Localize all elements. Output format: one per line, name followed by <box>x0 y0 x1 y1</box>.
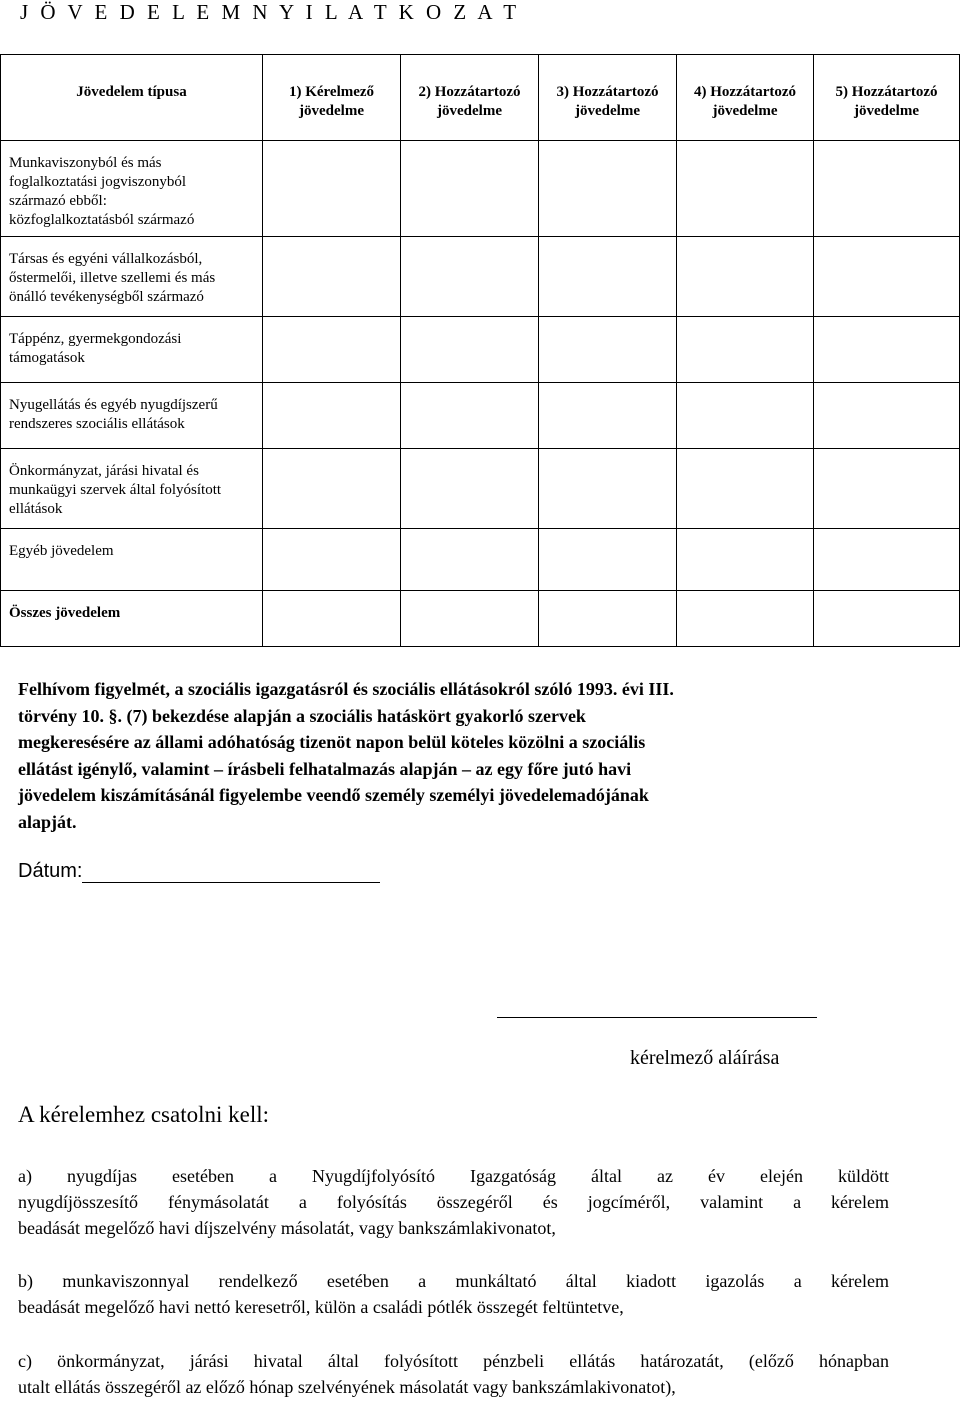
row-label-other-income <box>1 529 263 591</box>
notice-line: alapját. <box>18 811 77 832</box>
legal-notice <box>18 676 830 835</box>
income-cell[interactable] <box>814 237 960 317</box>
attachment-line: utalt ellátás összegéről az előző hónap szelvényének másolatát vagy bankszámlakivonatot), <box>18 1377 676 1397</box>
table-header-row <box>1 55 960 141</box>
income-cell[interactable] <box>401 141 539 237</box>
notice-line: ellátást igénylő, valamint – írásbeli felhatalmazás alapján – az egy főre jutó havi <box>18 758 632 779</box>
row-label-line: őstermelői, illetve szellemi és más <box>9 270 216 286</box>
date-row <box>18 860 380 883</box>
header-line: jövedelme <box>712 103 778 119</box>
income-cell[interactable] <box>814 141 960 237</box>
income-cell[interactable] <box>814 529 960 591</box>
row-label-line: támogatások <box>9 350 85 366</box>
header-line: jövedelme <box>299 103 364 119</box>
notice-line: törvény 10. §. (7) bekezdése alapján a szociális hatáskört gyakorló szervek <box>18 705 586 726</box>
row-label-line: Összes jövedelem <box>9 605 121 621</box>
income-cell[interactable] <box>814 449 960 529</box>
header-line: jövedelme <box>854 103 919 119</box>
header-income-type <box>1 55 263 141</box>
income-cell[interactable] <box>677 383 814 449</box>
income-cell[interactable] <box>263 449 401 529</box>
header-line: jövedelme <box>575 103 640 119</box>
row-label-line: Nyugellátás és egyéb nyugdíjszerű <box>9 397 218 413</box>
header-relative-2-income <box>401 55 539 141</box>
row-label-total-income <box>1 591 263 647</box>
date-field[interactable] <box>82 860 380 883</box>
row-label-line: Munkaviszonyból és más <box>9 155 162 171</box>
income-cell[interactable] <box>539 383 677 449</box>
income-cell[interactable] <box>401 529 539 591</box>
notice-line: megkeresésére az állami adóhatóság tizenöt napon belül köteles közölni a szociális <box>18 732 646 752</box>
row-label-line: Társas és egyéni vállalkozásból, <box>9 251 203 267</box>
header-line: Jövedelem típusa <box>76 84 187 100</box>
notice-line: jövedelem kiszámításánál figyelembe veendő személy személyi jövedelemadójának <box>18 785 649 805</box>
signature-label: kérelmező aláírása <box>630 1047 780 1069</box>
header-relative-3-income <box>539 55 677 141</box>
date-label: Dátum: <box>18 860 83 882</box>
header-line: 4) Hozzátartozó <box>693 84 797 100</box>
row-label-line: Önkormányzat, járási hivatal és <box>9 463 199 479</box>
attachment-line: b) munkaviszonnyal rendelkező esetében a munkáltató által kiadott igazolás a kérelem <box>18 1271 889 1291</box>
table-row-other-income <box>1 529 960 591</box>
table-row-enterprise <box>1 237 960 317</box>
notice-line: Felhívom figyelmét, a szociális igazgatásról és szociális ellátásokról szóló 1993. évi III. <box>18 679 674 699</box>
header-line: 2) Hozzátartozó <box>418 84 521 100</box>
income-cell[interactable] <box>539 237 677 317</box>
income-cell[interactable] <box>539 529 677 591</box>
income-cell[interactable] <box>539 141 677 237</box>
row-label-line: rendszeres szociális ellátások <box>9 416 185 432</box>
row-label-enterprise <box>1 237 263 317</box>
income-cell[interactable] <box>263 237 401 317</box>
row-label-line: közfoglalkoztatásból származó <box>9 212 195 228</box>
row-label-municipal-benefits <box>1 449 263 529</box>
page-title: J Ö V E D E L E M N Y I L A T K O Z A T <box>20 0 520 24</box>
table-row-municipal-benefits <box>1 449 960 529</box>
income-cell[interactable] <box>814 317 960 383</box>
header-relative-5-income <box>814 55 960 141</box>
row-label-line: ellátások <box>9 501 63 517</box>
header-line: jövedelme <box>437 103 502 119</box>
attachment-item-municipal <box>18 1348 889 1400</box>
header-line: 1) Kérelmező <box>288 84 375 100</box>
income-cell[interactable] <box>401 449 539 529</box>
row-label-line: munkaügyi szervek által folyósított <box>9 482 222 498</box>
income-cell[interactable] <box>539 317 677 383</box>
income-cell[interactable] <box>401 383 539 449</box>
income-cell[interactable] <box>263 141 401 237</box>
income-cell[interactable] <box>814 383 960 449</box>
income-cell[interactable] <box>677 141 814 237</box>
income-cell[interactable] <box>677 449 814 529</box>
table-row-total-income <box>1 591 960 647</box>
row-label-line: Táppénz, gyermekgondozási <box>9 331 182 347</box>
income-cell[interactable] <box>263 317 401 383</box>
income-cell[interactable] <box>539 591 677 647</box>
table-row-employment <box>1 141 960 237</box>
income-cell[interactable] <box>263 383 401 449</box>
income-cell[interactable] <box>539 449 677 529</box>
table-row-sick-pay <box>1 317 960 383</box>
income-cell[interactable] <box>401 237 539 317</box>
income-cell[interactable] <box>263 591 401 647</box>
attachment-item-employment <box>18 1268 889 1320</box>
row-label-employment <box>1 141 263 237</box>
income-table <box>0 54 960 647</box>
header-line: 5) Hozzátartozó <box>835 84 938 100</box>
income-cell[interactable] <box>677 529 814 591</box>
attachment-line: beadását megelőző havi nettó keresetről, külön a családi pótlék összegét feltüntetve, <box>18 1297 624 1317</box>
table-row-pension <box>1 383 960 449</box>
signature-field[interactable] <box>497 1017 817 1018</box>
income-cell[interactable] <box>263 529 401 591</box>
income-cell[interactable] <box>814 591 960 647</box>
income-cell[interactable] <box>401 317 539 383</box>
header-applicant-income <box>263 55 401 141</box>
row-label-line: foglalkoztatási jogviszonyból <box>9 174 187 190</box>
row-label-line: származó ebből: <box>9 193 107 209</box>
attachments-heading: A kérelemhez csatolni kell: <box>18 1102 269 1127</box>
row-label-line: önálló tevékenységből származó <box>9 289 204 305</box>
attachment-item-pension <box>18 1163 889 1241</box>
attachment-line: nyugdíjösszesítő fénymásolatát a folyósítás összegéről és jogcíméről, valamint a kérelem <box>18 1192 889 1212</box>
income-cell[interactable] <box>677 591 814 647</box>
attachment-line: c) önkormányzat, járási hivatal által folyósított pénzbeli ellátás határozatát, (előző hónapban <box>18 1351 889 1371</box>
income-cell[interactable] <box>677 317 814 383</box>
row-label-line: Egyéb jövedelem <box>9 543 114 559</box>
row-label-sick-pay <box>1 317 263 383</box>
row-label-pension <box>1 383 263 449</box>
attachment-line: beadását megelőző havi díjszelvény másolatát, vagy bankszámlakivonatot, <box>18 1218 556 1238</box>
header-relative-4-income <box>677 55 814 141</box>
attachment-line: a) nyugdíjas esetében a Nyugdíjfolyósító Igazgatóság által az év elején küldött <box>18 1166 889 1186</box>
header-line: 3) Hozzátartozó <box>556 84 659 100</box>
income-cell[interactable] <box>677 237 814 317</box>
income-cell[interactable] <box>401 591 539 647</box>
